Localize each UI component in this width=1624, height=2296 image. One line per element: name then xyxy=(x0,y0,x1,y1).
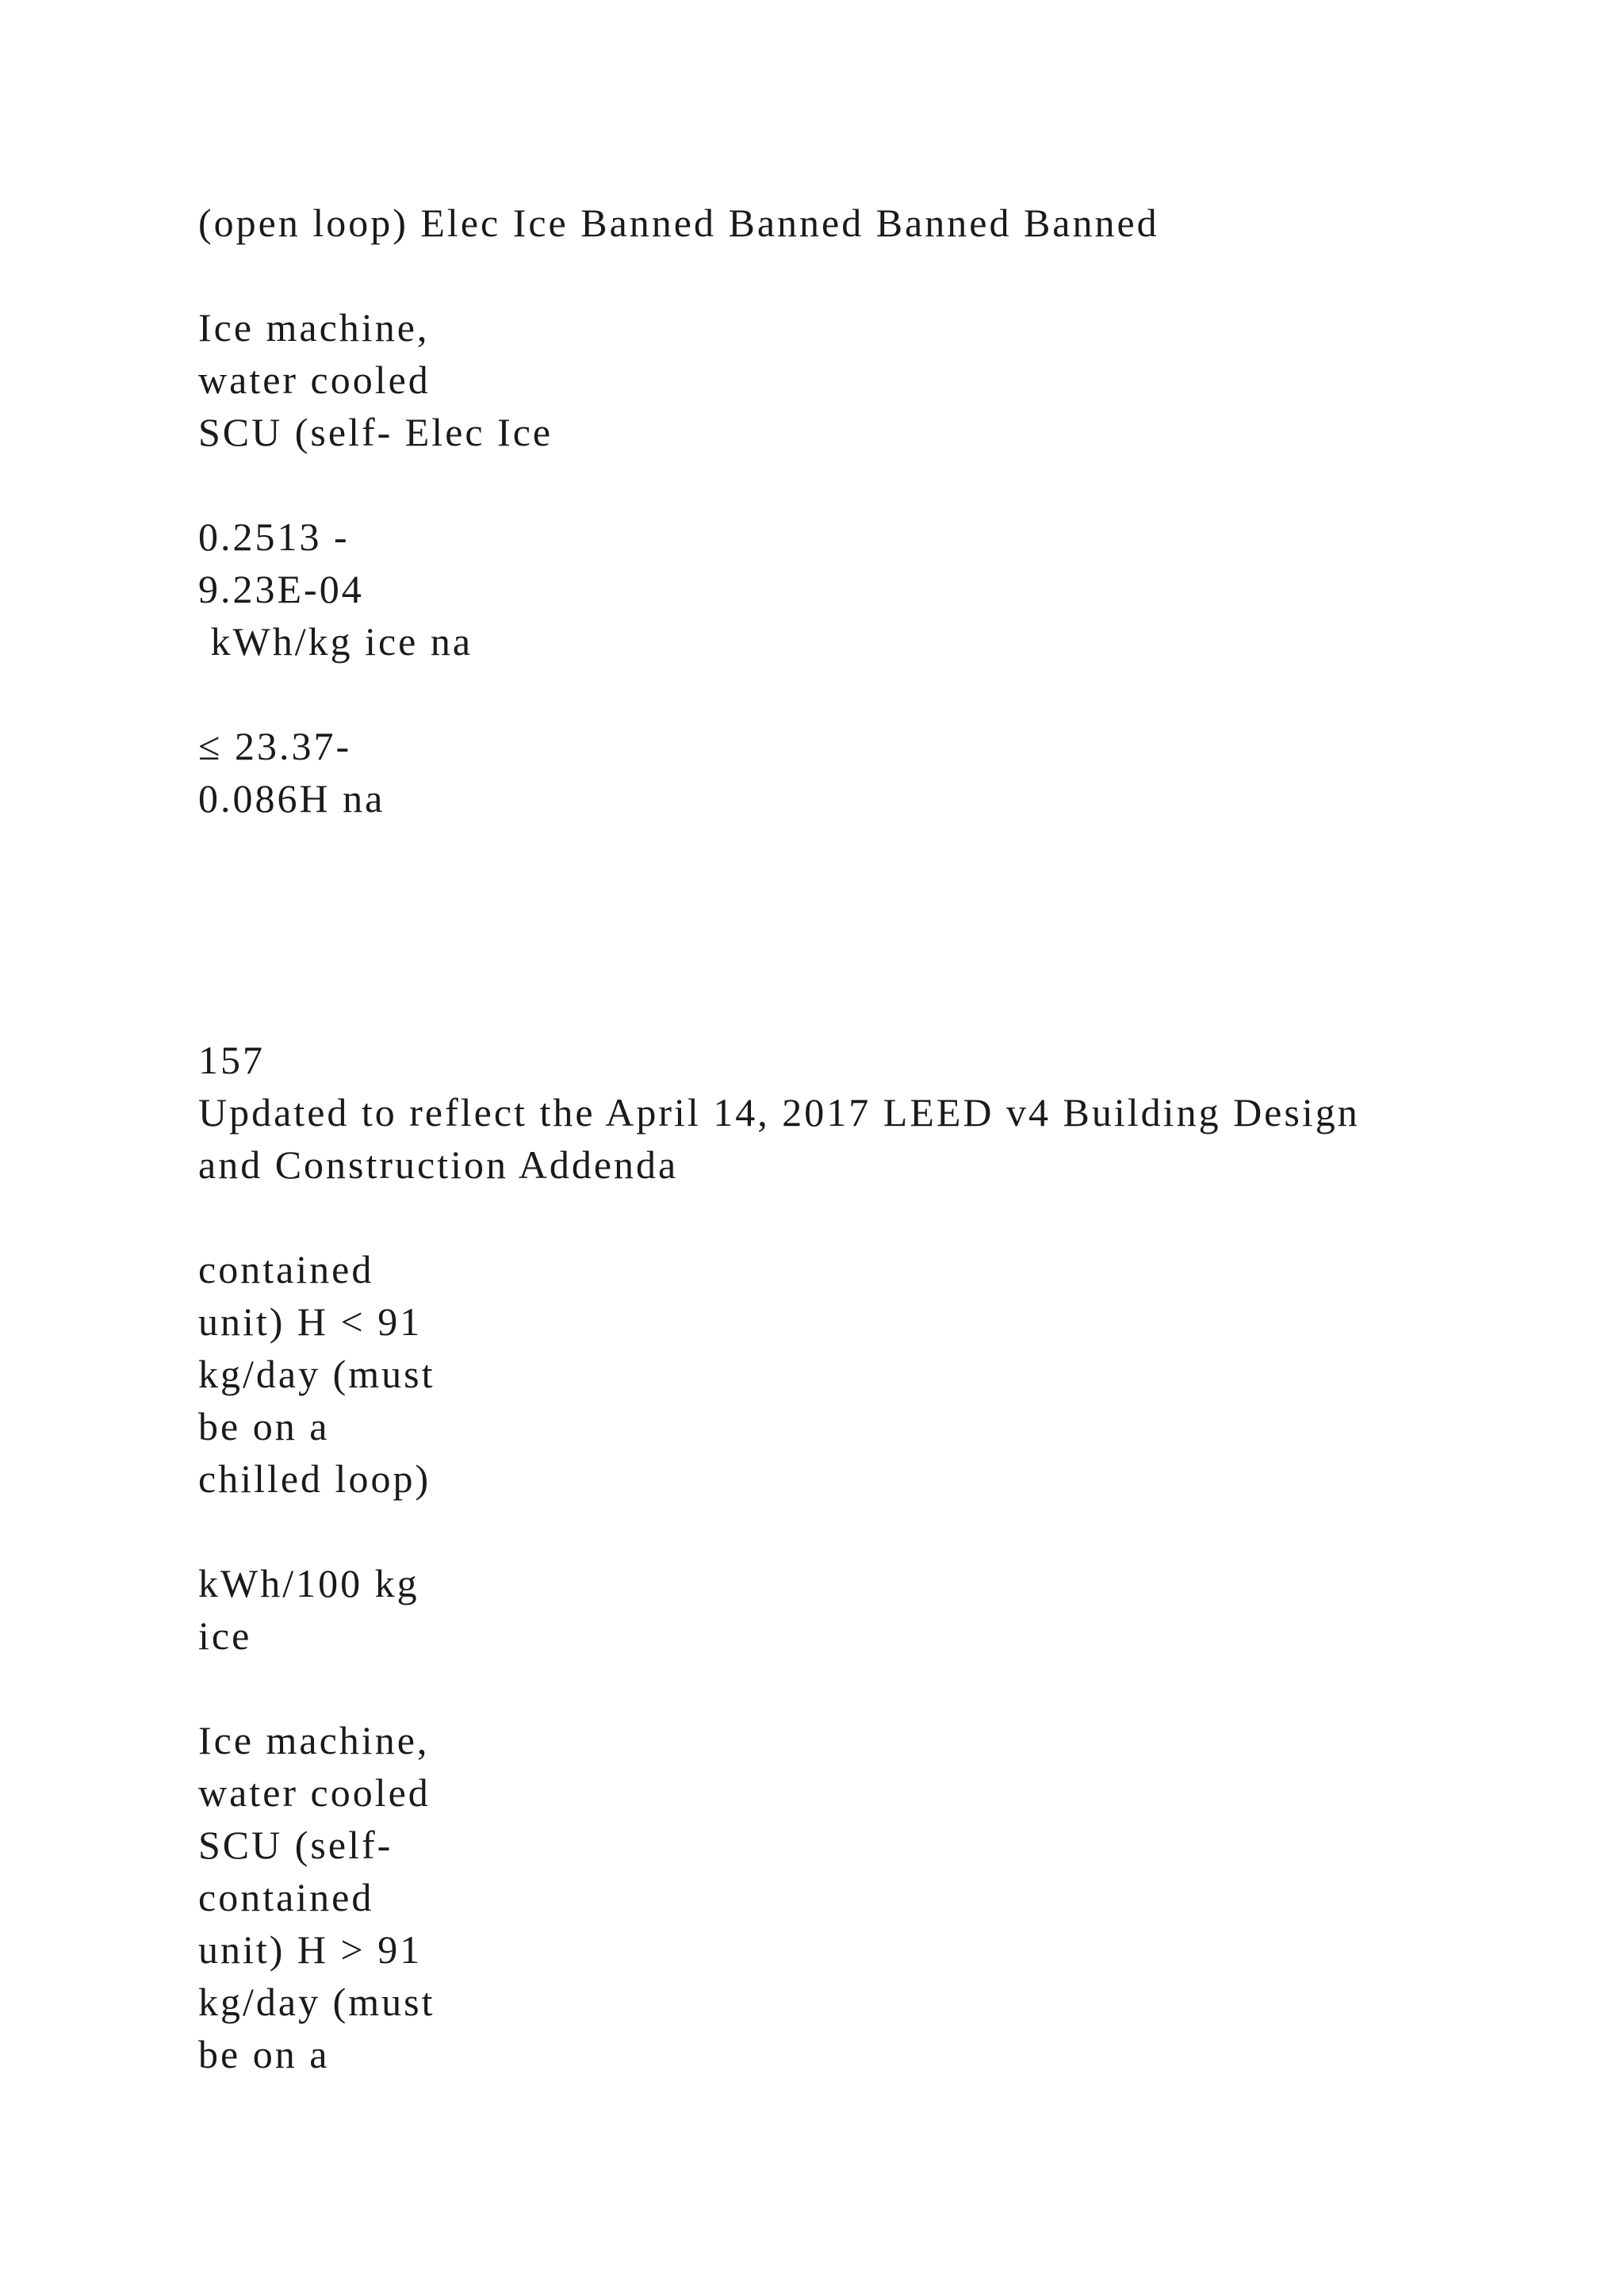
text-line: kWh/kg ice na xyxy=(198,619,473,664)
page-footer-note: and Construction Addenda xyxy=(198,1142,679,1187)
text-line: kg/day (must xyxy=(198,1980,435,2024)
text-line: unit) H < 91 xyxy=(198,1299,423,1344)
text-line: water cooled xyxy=(198,358,431,402)
text-line: chilled loop) xyxy=(198,1456,431,1501)
page-footer-note: Updated to reflect the April 14, 2017 LEED v4 Building Design xyxy=(198,1090,1360,1135)
text-line: unit) H > 91 xyxy=(198,1927,423,1972)
text-line: kWh/100 kg xyxy=(198,1561,419,1605)
text-line: ice xyxy=(198,1613,252,1658)
text-line: water cooled xyxy=(198,1770,431,1815)
text-line: SCU (self- xyxy=(198,1823,393,1867)
text-line: contained xyxy=(198,1247,374,1292)
text-line: contained xyxy=(198,1875,374,1919)
text-line: 0.086H na xyxy=(198,776,385,821)
text-line: 0.2513 - xyxy=(198,515,350,559)
text-line: SCU (self- Elec Ice xyxy=(198,410,553,454)
text-line: Ice machine, xyxy=(198,1718,430,1762)
text-line: be on a xyxy=(198,1404,330,1448)
page-number: 157 xyxy=(198,1038,265,1082)
text-line: kg/day (must xyxy=(198,1352,435,1396)
text-line: Ice machine, xyxy=(198,305,430,350)
text-line: ≤ 23.37- xyxy=(198,724,352,768)
text-line: 9.23E-04 xyxy=(198,567,364,611)
text-line: be on a xyxy=(198,2032,330,2076)
text-line: (open loop) Elec Ice Banned Banned Banned Banned xyxy=(198,201,1159,245)
